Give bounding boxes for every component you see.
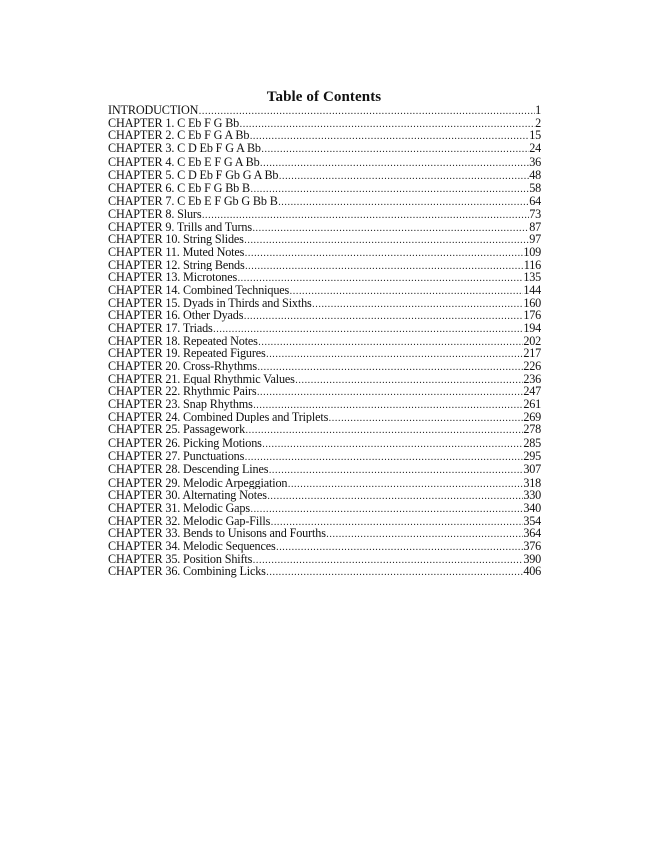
toc-entry[interactable] — [108, 553, 541, 566]
toc-entry-label: CHAPTER 17. Triads — [108, 321, 213, 335]
toc-entry[interactable] — [108, 208, 541, 221]
dot-leader — [213, 324, 523, 335]
dot-leader — [244, 235, 528, 246]
toc-entry-label: CHAPTER 32. Melodic Gap-Fills — [108, 514, 271, 528]
toc-entry-page-number: 1 — [535, 104, 541, 117]
toc-entry-page-number: 295 — [523, 450, 541, 464]
dot-leader — [250, 504, 522, 515]
toc-entry[interactable] — [108, 335, 541, 348]
dot-leader — [271, 517, 523, 528]
dot-leader — [253, 400, 523, 411]
toc-entry-label: CHAPTER 2. C Eb F G A Bb — [108, 129, 250, 142]
toc-entry-page-number: 144 — [523, 284, 541, 297]
toc-entry-page-number: 73 — [529, 208, 541, 221]
toc-entry-label: CHAPTER 9. Trills and Turns — [108, 220, 252, 234]
toc-entry-page-number: 15 — [529, 129, 541, 142]
toc-entry-label: CHAPTER 12. String Bends — [108, 258, 245, 272]
dot-leader — [252, 223, 528, 234]
toc-entry[interactable] — [108, 233, 541, 246]
toc-entry-page-number: 390 — [523, 552, 541, 566]
toc-entry-label: CHAPTER 23. Snap Rhythms — [108, 397, 253, 411]
toc-entry-page-number: 202 — [523, 334, 541, 348]
toc-entry[interactable] — [108, 156, 541, 170]
toc-entry-label: INTRODUCTION — [108, 104, 199, 117]
toc-entry-page-number: 236 — [523, 372, 541, 386]
toc-entry-label: CHAPTER 20. Cross-Rhythms — [108, 359, 257, 373]
toc-entry[interactable] — [108, 246, 541, 259]
toc-entry-label: CHAPTER 29. Melodic Arpeggiation — [108, 476, 288, 490]
toc-entry-label: CHAPTER 16. Other Dyads — [108, 309, 244, 322]
toc-entry[interactable] — [108, 398, 541, 411]
dot-leader — [266, 349, 523, 360]
toc-entry[interactable] — [108, 437, 541, 451]
dot-leader — [246, 424, 523, 437]
toc-entry-label: CHAPTER 26. Picking Motions — [108, 436, 262, 450]
toc-entry-page-number: 247 — [523, 385, 541, 398]
toc-entry-page-number: 160 — [523, 296, 541, 310]
toc-entry-label: CHAPTER 19. Repeated Figures — [108, 347, 266, 360]
toc-entry-label: CHAPTER 13. Microtones — [108, 271, 238, 284]
toc-entry-page-number: 364 — [523, 527, 541, 540]
toc-entry-page-number: 64 — [529, 195, 541, 209]
toc-entry-label: CHAPTER 21. Equal Rhythmic Values — [108, 372, 295, 386]
toc-entry-label: CHAPTER 25. Passagework — [108, 423, 246, 437]
dot-leader — [238, 273, 523, 284]
toc-entry-label: CHAPTER 30. Alternating Notes — [108, 489, 267, 502]
toc-entry-label: CHAPTER 31. Melodic Gaps — [108, 501, 250, 515]
toc-entry-page-number: 269 — [523, 410, 541, 424]
dot-leader — [329, 413, 523, 424]
toc-entry[interactable] — [108, 259, 541, 272]
toc-entry-page-number: 278 — [523, 423, 541, 437]
toc-entry[interactable] — [108, 373, 541, 386]
toc-title: Table of Contents — [266, 89, 382, 105]
toc-entry-page-number: 2 — [535, 116, 541, 130]
toc-entry[interactable] — [108, 284, 541, 297]
toc-entry-label: CHAPTER 15. Dyads in Thirds and Sixths — [108, 296, 312, 310]
toc-entry-page-number: 376 — [523, 539, 541, 553]
toc-entry[interactable] — [108, 309, 541, 322]
toc-entry-page-number: 135 — [523, 271, 541, 284]
toc-entry[interactable] — [108, 463, 541, 477]
toc-entry[interactable] — [108, 411, 541, 424]
dot-leader — [253, 555, 523, 566]
dot-leader — [288, 479, 523, 490]
dot-leader — [279, 171, 529, 182]
toc-entry[interactable] — [108, 450, 541, 463]
dot-leader — [257, 387, 523, 398]
toc-entry-page-number: 261 — [523, 397, 541, 411]
toc-entry-page-number: 406 — [523, 565, 541, 578]
toc-entry[interactable] — [108, 540, 541, 553]
toc-entry-label: CHAPTER 18. Repeated Notes — [108, 334, 258, 348]
dot-leader — [267, 491, 522, 502]
toc-entry-label: CHAPTER 28. Descending Lines — [108, 463, 269, 477]
toc-entry[interactable] — [108, 297, 541, 310]
dot-leader — [276, 542, 523, 553]
dot-leader — [257, 362, 522, 373]
toc-entry[interactable] — [108, 477, 541, 490]
toc-entry-page-number: 330 — [523, 489, 541, 502]
toc-entry-page-number: 340 — [523, 501, 541, 515]
toc-entry[interactable] — [108, 527, 541, 540]
toc-entry-page-number: 354 — [523, 514, 541, 528]
toc-entry-label: CHAPTER 33. Bends to Unisons and Fourths — [108, 527, 326, 540]
dot-leader — [326, 529, 523, 540]
dot-leader — [295, 375, 523, 386]
toc-entry[interactable] — [108, 195, 541, 208]
toc-entry-page-number: 194 — [523, 321, 541, 335]
toc-entry[interactable] — [108, 565, 541, 578]
dot-leader — [245, 261, 523, 272]
toc-entry-page-number: 318 — [523, 476, 541, 490]
dot-leader — [202, 210, 529, 221]
dot-leader — [290, 286, 523, 297]
dot-leader — [245, 452, 523, 463]
toc-entry-page-number: 87 — [529, 220, 541, 234]
toc-entry-label: CHAPTER 3. C D Eb F G A Bb — [108, 141, 261, 155]
toc-entry-label: CHAPTER 8. Slurs — [108, 208, 202, 221]
toc-entry[interactable] — [108, 502, 541, 515]
toc-list — [108, 104, 541, 578]
toc-entry-label: CHAPTER 7. C Eb E F Gb G Bb B — [108, 195, 278, 209]
dot-leader — [244, 311, 523, 322]
toc-entry-page-number: 24 — [529, 141, 541, 155]
toc-entry-label: CHAPTER 11. Muted Notes — [108, 246, 245, 259]
toc-entry[interactable] — [108, 347, 541, 360]
toc-entry[interactable] — [108, 104, 541, 117]
toc-entry[interactable] — [108, 515, 541, 528]
toc-entry-label: CHAPTER 5. C D Eb F Gb G A Bb — [108, 169, 279, 182]
toc-entry[interactable] — [108, 182, 541, 196]
dot-leader — [258, 337, 523, 348]
dot-leader — [262, 438, 523, 451]
toc-entry-page-number: 109 — [523, 246, 541, 259]
dot-leader — [199, 106, 535, 117]
toc-entry-page-number: 285 — [523, 436, 541, 450]
toc-entry[interactable] — [108, 169, 541, 182]
dot-leader — [251, 183, 529, 196]
toc-entry-page-number: 58 — [529, 181, 541, 195]
toc-entry-label: CHAPTER 27. Punctuations — [108, 450, 245, 464]
toc-entry-page-number: 36 — [529, 155, 541, 169]
dot-leader — [266, 567, 523, 578]
toc-entry[interactable] — [108, 385, 541, 398]
toc-entry[interactable] — [108, 489, 541, 502]
toc-entry[interactable] — [108, 221, 541, 234]
toc-entry-label: CHAPTER 35. Position Shifts — [108, 552, 253, 566]
toc-entry-page-number: 307 — [523, 463, 541, 477]
dot-leader — [250, 131, 529, 142]
toc-entry-label: CHAPTER 34. Melodic Sequences — [108, 539, 276, 553]
toc-entry-page-number: 48 — [529, 169, 541, 182]
toc-entry[interactable] — [108, 360, 541, 373]
toc-entry[interactable] — [108, 271, 541, 284]
toc-entry-label: CHAPTER 6. C Eb F G Bb B — [108, 181, 250, 195]
toc-entry-page-number: 116 — [523, 258, 541, 272]
toc-entry-label: CHAPTER 10. String Slides — [108, 233, 244, 247]
dot-leader — [260, 157, 529, 170]
toc-entry-page-number: 176 — [523, 309, 541, 322]
toc-entry[interactable] — [108, 322, 541, 335]
dot-leader — [245, 248, 523, 259]
toc-entry[interactable] — [108, 129, 541, 142]
toc-entry-label: CHAPTER 22. Rhythmic Pairs — [108, 385, 257, 398]
dot-leader — [278, 197, 529, 208]
toc-entry-label: CHAPTER 14. Combined Techniques — [108, 284, 290, 297]
toc-entry[interactable] — [108, 117, 541, 130]
toc-entry-label: CHAPTER 24. Combined Duples and Triplets — [108, 410, 329, 424]
toc-entry-page-number: 217 — [523, 347, 541, 360]
toc-entry-page-number: 97 — [529, 233, 541, 247]
dot-leader — [261, 143, 528, 156]
dot-leader — [312, 299, 523, 310]
toc-entry-page-number: 226 — [523, 359, 541, 373]
toc-entry-label: CHAPTER 4. C Eb E F G A Bb — [108, 155, 260, 169]
toc-entry-label: CHAPTER 36. Combining Licks — [108, 565, 266, 578]
toc-entry[interactable] — [108, 423, 541, 437]
dot-leader — [240, 119, 535, 130]
toc-entry-label: CHAPTER 1. C Eb F G Bb — [108, 116, 240, 130]
dot-leader — [269, 464, 523, 477]
toc-entry[interactable] — [108, 142, 541, 156]
